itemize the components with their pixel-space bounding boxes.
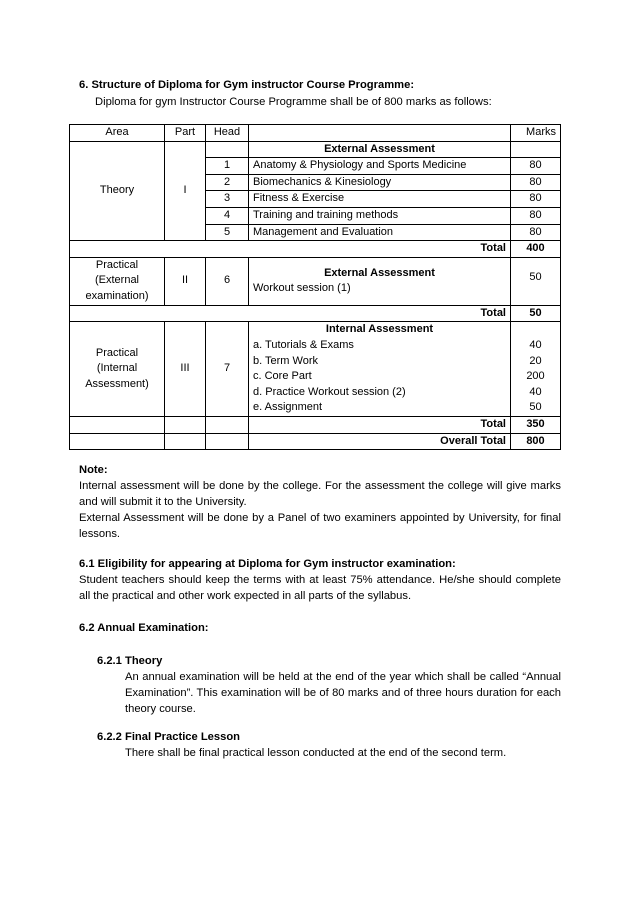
theory-marks: 80 <box>511 207 561 224</box>
empty-cell <box>206 141 249 158</box>
practical-external-total: 50 <box>511 305 561 322</box>
theory-part: I <box>165 141 206 241</box>
practical-internal-part: III <box>165 322 206 417</box>
marks-structure-table <box>69 124 561 450</box>
practical-internal-area <box>70 322 165 417</box>
theory-subject: Anatomy & Physiology and Sports Medicine <box>249 158 511 175</box>
note-paragraph-1: Internal assessment will be done by the college. For the assessment the college will give marks and will submit it to the University. <box>79 480 561 508</box>
table-row <box>70 141 561 158</box>
theory-head: 2 <box>206 174 249 191</box>
empty-cell <box>206 433 249 450</box>
marks-spacer <box>515 322 556 338</box>
practical-internal-item: b. Term Work <box>253 354 318 367</box>
theory-total: 400 <box>511 241 561 258</box>
overall-total: 800 <box>511 433 561 450</box>
practical-internal-item: a. Tutorials & Exams <box>253 338 354 351</box>
header-part: Part <box>165 125 206 142</box>
header-head: Head <box>206 125 249 142</box>
theory-head: 3 <box>206 191 249 208</box>
empty-cell <box>206 416 249 433</box>
section-6-heading: 6. Structure of Diploma for Gym instructor Course Programme: <box>79 79 415 91</box>
practical-internal-mark: 20 <box>529 354 542 367</box>
header-area: Area <box>70 125 165 142</box>
practical-internal-mark: 40 <box>529 338 542 351</box>
table-row <box>70 433 561 450</box>
practical-internal-item: d. Practice Workout session (2) <box>253 385 406 398</box>
section-6-2-2-body: There shall be final practical lesson conducted at the end of the second term. <box>125 747 507 759</box>
practical-external-marks: 50 <box>511 257 561 305</box>
note-paragraph-2: External Assessment will be done by a Panel of two examiners appointed by University, for final lessons. <box>79 512 561 540</box>
area-line: examination) <box>85 290 149 303</box>
section-6-2-1-heading: 6.2.1 Theory <box>97 655 163 667</box>
practical-internal-total: 350 <box>511 416 561 433</box>
practical-internal-marks <box>511 322 561 417</box>
empty-cell <box>165 416 206 433</box>
table-row <box>70 322 561 417</box>
area-line: Practical <box>95 346 139 359</box>
practical-internal-assessment-label: Internal Assessment <box>325 323 434 336</box>
theory-subject: Management and Evaluation <box>249 224 511 241</box>
area-line: Practical <box>95 258 139 271</box>
area-line: (Internal <box>96 362 138 375</box>
theory-subject: Fitness & Exercise <box>249 191 511 208</box>
table-row <box>70 305 561 322</box>
practical-external-area <box>70 257 165 305</box>
theory-marks: 80 <box>511 158 561 175</box>
theory-subject: Biomechanics & Kinesiology <box>249 174 511 191</box>
practical-external-assessment-label: External Assessment <box>324 266 435 279</box>
section-6-2-heading: 6.2 Annual Examination: <box>79 622 209 634</box>
header-empty <box>249 125 511 142</box>
table-row <box>70 241 561 258</box>
practical-external-details <box>249 257 511 305</box>
practical-external-subject: Workout session (1) <box>253 282 351 295</box>
theory-assessment-label: External Assessment <box>249 141 511 158</box>
theory-marks: 80 <box>511 174 561 191</box>
note-heading: Note: <box>79 464 108 476</box>
theory-head: 1 <box>206 158 249 175</box>
section-6-2-1-body: An annual examination will be held at the end of the year which shall be called “Annual Examination”. This examination will be of 80 marks and of three hours duration for each theory course. <box>125 671 561 715</box>
section-6-1-body: Student teachers should keep the terms with at least 75% attendance. He/she should complete all the practical and other work expected in all parts of the syllabus. <box>79 574 561 602</box>
theory-head: 5 <box>206 224 249 241</box>
theory-marks: 80 <box>511 191 561 208</box>
empty-cell <box>511 141 561 158</box>
practical-internal-total-label: Total <box>249 416 511 433</box>
empty-cell <box>70 416 165 433</box>
practical-internal-mark: 200 <box>526 370 545 383</box>
area-line: Assessment) <box>85 377 149 390</box>
area-line: (External <box>94 274 140 287</box>
empty-cell <box>70 433 165 450</box>
header-marks: Marks <box>511 125 561 142</box>
practical-external-part: II <box>165 257 206 305</box>
theory-subject: Training and training methods <box>249 207 511 224</box>
overall-total-label: Overall Total <box>249 433 511 450</box>
empty-cell <box>165 433 206 450</box>
practical-internal-item: c. Core Part <box>253 370 312 383</box>
theory-area: Theory <box>70 141 165 241</box>
table-header-row <box>70 125 561 142</box>
section-6-intro: Diploma for gym Instructor Course Programme shall be of 800 marks as follows: <box>95 96 492 108</box>
practical-external-total-label: Total <box>70 305 511 322</box>
practical-internal-mark: 50 <box>529 401 542 414</box>
practical-internal-details <box>249 322 511 417</box>
theory-total-label: Total <box>70 241 511 258</box>
theory-marks: 80 <box>511 224 561 241</box>
theory-head: 4 <box>206 207 249 224</box>
practical-internal-head: 7 <box>206 322 249 417</box>
practical-internal-item: e. Assignment <box>253 401 323 414</box>
practical-internal-mark: 40 <box>529 385 542 398</box>
section-6-1-heading: 6.1 Eligibility for appearing at Diploma for Gym instructor examination: <box>79 558 456 570</box>
table-row <box>70 416 561 433</box>
section-6-2-2-heading: 6.2.2 Final Practice Lesson <box>97 731 241 743</box>
practical-external-head: 6 <box>206 257 249 305</box>
